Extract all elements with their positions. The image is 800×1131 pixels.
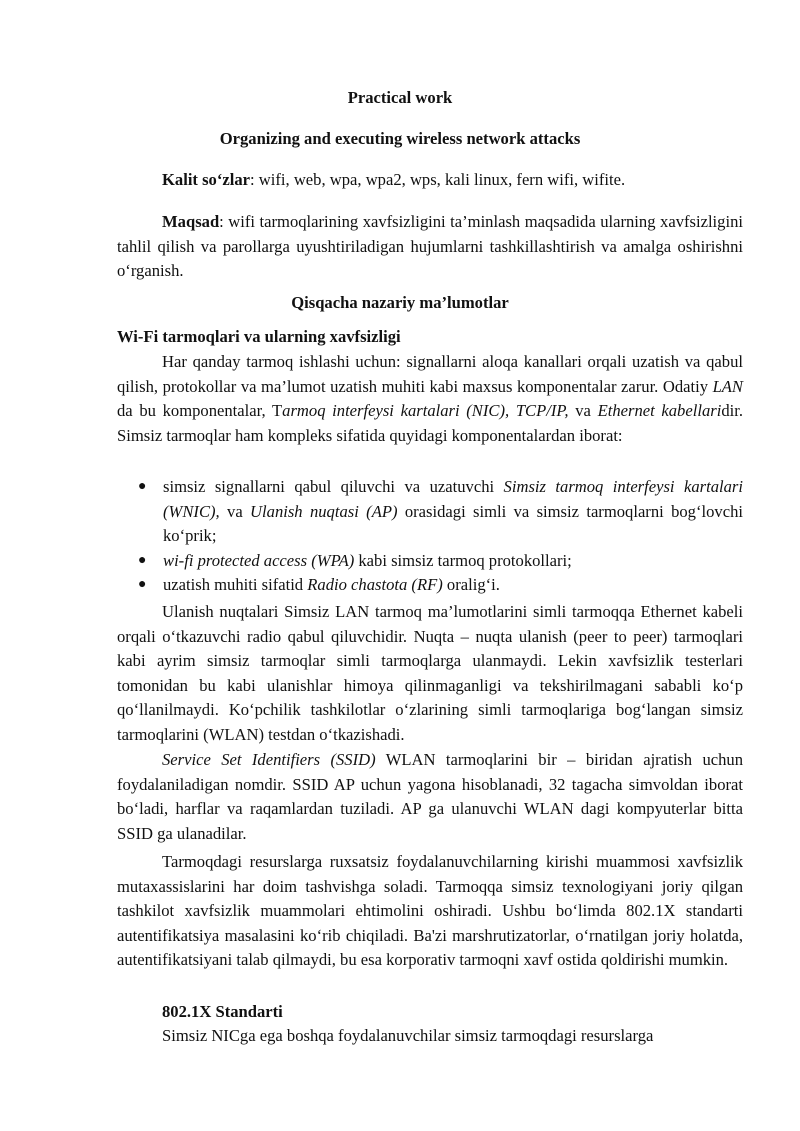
component-list xyxy=(117,475,743,598)
paragraph-access-points: Ulanish nuqtalari Simsiz LAN tarmoq ma’lumotlarini simli tarmoqqa Ethernet kabeli orqali o‘tkazuvchi radio qabul qiluvchidir. Nuqta – nuqta ulanish (peer to peer) tarmoqlari kabi ayrim simsiz tarmoqlar simli tarmoqlarga ulanmaydi. Lekin xavfsizlik testerlari tomonidan bu kabi ulanishlar himoya qilinmaganligi va tekshirilmagani sababli ko‘p qo‘llanilmaydi. Ko‘pchilik tashkilotlar o‘zlarining simli tarmoqlariga bog‘langan simsiz tarmoqlarini (WLAN) testdan o‘tkazishadi. xyxy=(117,602,743,744)
p1-lan: LAN xyxy=(712,376,743,396)
document-title: Practical work xyxy=(347,88,453,107)
ssid-text: WLAN tarmoqlarini bir – biridan ajratish uchun foydalaniladigan nomdir. SSID AP uchun yagona hisoblanadi, 32 tagacha simvoldan iborat bo‘ladi, harflar va raqamlardan tuziladi. AP ga ulanuvchi WLAN dagi kompyuterlar bitta SSID ga ulanadilar. xyxy=(117,750,743,843)
list-item xyxy=(117,573,743,598)
goal-label: Maqsad xyxy=(162,212,220,231)
b3-rf: Radio chastota (RF) xyxy=(307,575,443,595)
p1-text-b: da bu komponentalar, T xyxy=(117,401,283,421)
list-item xyxy=(117,475,743,549)
b2-text: kabi simsiz tarmoq protokollari; xyxy=(354,550,572,570)
p1-text-d: dir. Simsiz tarmoqlar ham kompleks sifatida quyidagi komponentalardan iborat: xyxy=(117,401,743,445)
b3-text-a: uzatish muhiti sifatid xyxy=(163,575,308,595)
paragraph-8021x: Simsiz NICga ega boshqa foydalanuvchilar simsiz tarmoqdagi resurslarga xyxy=(162,1026,654,1045)
list-item xyxy=(117,549,743,574)
section-heading-8021x: 802.1X Standarti xyxy=(162,1002,283,1021)
p1-text-c: va xyxy=(568,401,598,421)
document-subtitle: Organizing and executing wireless network attacks xyxy=(219,129,581,148)
goal-paragraph xyxy=(117,210,743,284)
section-heading-theory: Qisqacha nazariy ma’lumotlar xyxy=(291,293,509,312)
b2-wpa: wi-fi protected access (WPA) xyxy=(163,550,355,570)
b1-text-a: simsiz signallarni qabul qiluvchi va uzatuvchi xyxy=(163,477,504,496)
bullet-icon: ● xyxy=(138,552,147,568)
p1-nic: armoq interfeysi kartalari (NIC), TCP/IP, xyxy=(282,401,569,421)
paragraph-security: Tarmoqdagi resurslarga ruxsatsiz foydalanuvchilarning kirishi muammosi xavfsizlik mutaxassislarini har doim tashvishga soladi. Tarmoqqa simsiz texnologiyani joriy qilgan tashkilot xavfsizlik muammolari ehtimolini oshiradi. Ushbu bo‘limda 802.1X standarti autentifikatsiya masalasini ko‘rib chiqiladi. Ba'zi marshrutizatorlar, o‘rnatilgan joriy holatda, autentifikatsiyani talab qilmaydi, bu esa korporativ tarmoqni xavf ostida qoldirishi mumkin. xyxy=(117,852,743,970)
b1-wnic: Simsiz tarmoq interfeysi kartalari (WNIC), xyxy=(163,477,743,521)
keywords-paragraph xyxy=(117,168,743,193)
b1-ap: Ulanish nuqtasi (AP) xyxy=(250,501,398,521)
p1-ethernet: Ethernet kabellari xyxy=(597,401,722,421)
paragraph-ssid xyxy=(117,748,743,846)
b3-text-b: oralig‘i. xyxy=(442,575,500,595)
p1-text-a: Har qanday tarmoq ishlashi uchun: signallarni aloqa kanallari orqali uzatish va qabul qilish, protokollar va ma’lumot uzatish muhiti kabi maxsus komponentalar zarur. Odatiy xyxy=(117,352,743,396)
bullet-icon: ● xyxy=(138,479,147,494)
goal-text: : wifi tarmoqlarining xavfsizligini ta’minlash maqsadida ularning xavfsizligini tahlil qilish va parollarga uyushtiriladigan hujumlarni tashkillashtirish va amalga oshirishni o‘rganish. xyxy=(117,212,743,281)
keywords-text: : wifi, web, wpa, wpa2, wps, kali linux, fern wifi, wifite. xyxy=(250,170,626,189)
paragraph-components xyxy=(117,350,743,448)
b1-text-c: orasidagi simli va simsiz tarmoqlarni bog‘lovchi ko‘prik; xyxy=(163,501,743,546)
section-heading-wifi: Wi-Fi tarmoqlari va ularning xavfsizligi xyxy=(117,327,401,346)
bullet-icon: ● xyxy=(138,577,147,593)
b1-text-b: va xyxy=(219,501,251,521)
keywords-label: Kalit so‘zlar xyxy=(162,170,251,189)
ssid-term: Service Set Identifiers (SSID) xyxy=(162,750,376,769)
